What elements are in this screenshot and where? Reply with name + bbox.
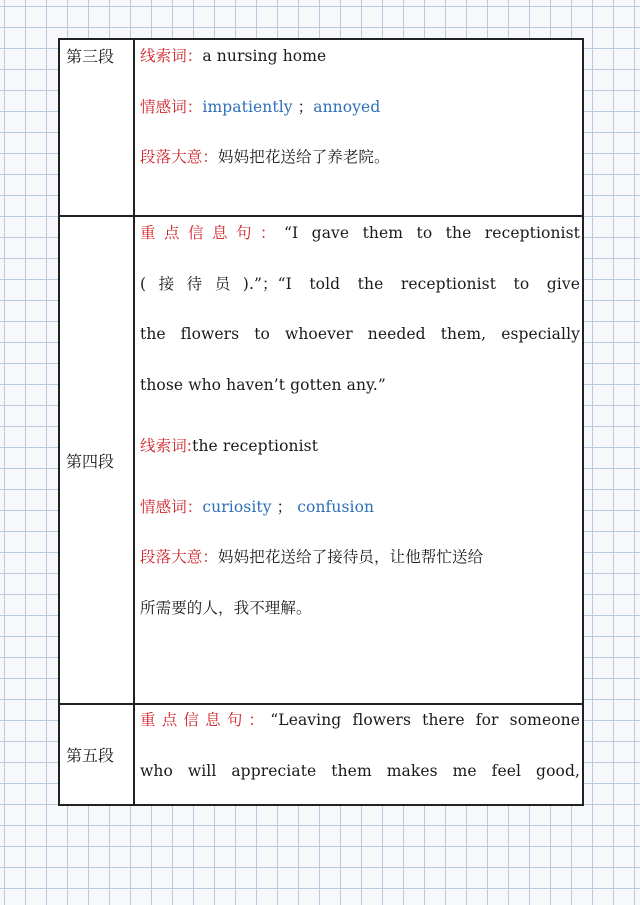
key-sentence-text-1: “Leaving flowers there for someone xyxy=(270,711,581,729)
clue-line xyxy=(140,41,580,92)
clue-label: 线索词： xyxy=(140,47,203,65)
summary-text: 妈妈把花送给了养老院。 xyxy=(218,148,390,166)
key-sentence-line-2 xyxy=(140,269,580,320)
row-label-paragraph-5: 第五段 xyxy=(60,705,135,804)
row-content-paragraph-5 xyxy=(135,705,582,804)
summary-line-1 xyxy=(140,542,580,593)
row-content-paragraph-4 xyxy=(135,217,582,703)
emotion-label: 情感词： xyxy=(140,497,203,516)
summary-line-2 xyxy=(140,593,580,644)
key-sentence-text-1: “I gave them to the receptionist xyxy=(284,224,580,242)
key-sentence-label: 重点信息句： xyxy=(140,711,271,729)
emotion-line xyxy=(140,492,580,543)
table-row-paragraph-5 xyxy=(60,705,582,806)
row-content-paragraph-3 xyxy=(135,40,582,215)
key-sentence-text-2: (接待员).”；“I told the receptionist to give xyxy=(140,274,580,293)
key-sentence-text-2: who will appreciate them makes me feel good, xyxy=(140,761,580,780)
summary-text-2: 所需要的人，我不理解。 xyxy=(140,598,312,617)
key-sentence-line-3 xyxy=(140,319,580,370)
row-label-paragraph-3: 第三段 xyxy=(60,40,135,215)
key-sentence-line-4 xyxy=(140,370,580,431)
clue-text: the receptionist xyxy=(192,436,319,455)
emotion-word-2: annoyed xyxy=(313,97,381,116)
key-sentence-text-3: the flowers to whoever needed them, especially xyxy=(140,325,580,343)
analysis-table xyxy=(58,38,584,806)
emotion-separator: ； xyxy=(297,97,314,116)
key-sentence-line-1 xyxy=(140,705,580,756)
clue-label: 线索词: xyxy=(140,436,193,455)
key-sentence-line-1 xyxy=(140,218,580,269)
clue-line xyxy=(140,431,580,492)
emotion-label: 情感词： xyxy=(140,97,203,116)
emotion-word-1: impatiently xyxy=(202,97,293,116)
summary-text-1: 妈妈把花送给了接待员，让他帮忙送给 xyxy=(218,548,484,566)
key-sentence-line-2 xyxy=(140,756,580,807)
key-sentence-label: 重点信息句： xyxy=(140,224,284,242)
emotion-word-2: confusion xyxy=(297,497,375,516)
summary-label: 段落大意： xyxy=(140,548,219,566)
table-row-paragraph-4 xyxy=(60,217,582,705)
summary-line xyxy=(140,142,580,193)
clue-text: a nursing home xyxy=(202,47,327,65)
emotion-line xyxy=(140,92,580,143)
emotion-word-1: curiosity xyxy=(202,497,272,516)
row-label-paragraph-4: 第四段 xyxy=(60,217,135,703)
key-sentence-text-4: those who haven’t gotten any.” xyxy=(140,375,386,394)
emotion-separator: ； xyxy=(276,497,293,516)
summary-label: 段落大意： xyxy=(140,148,219,166)
table-row-paragraph-3 xyxy=(60,40,582,217)
